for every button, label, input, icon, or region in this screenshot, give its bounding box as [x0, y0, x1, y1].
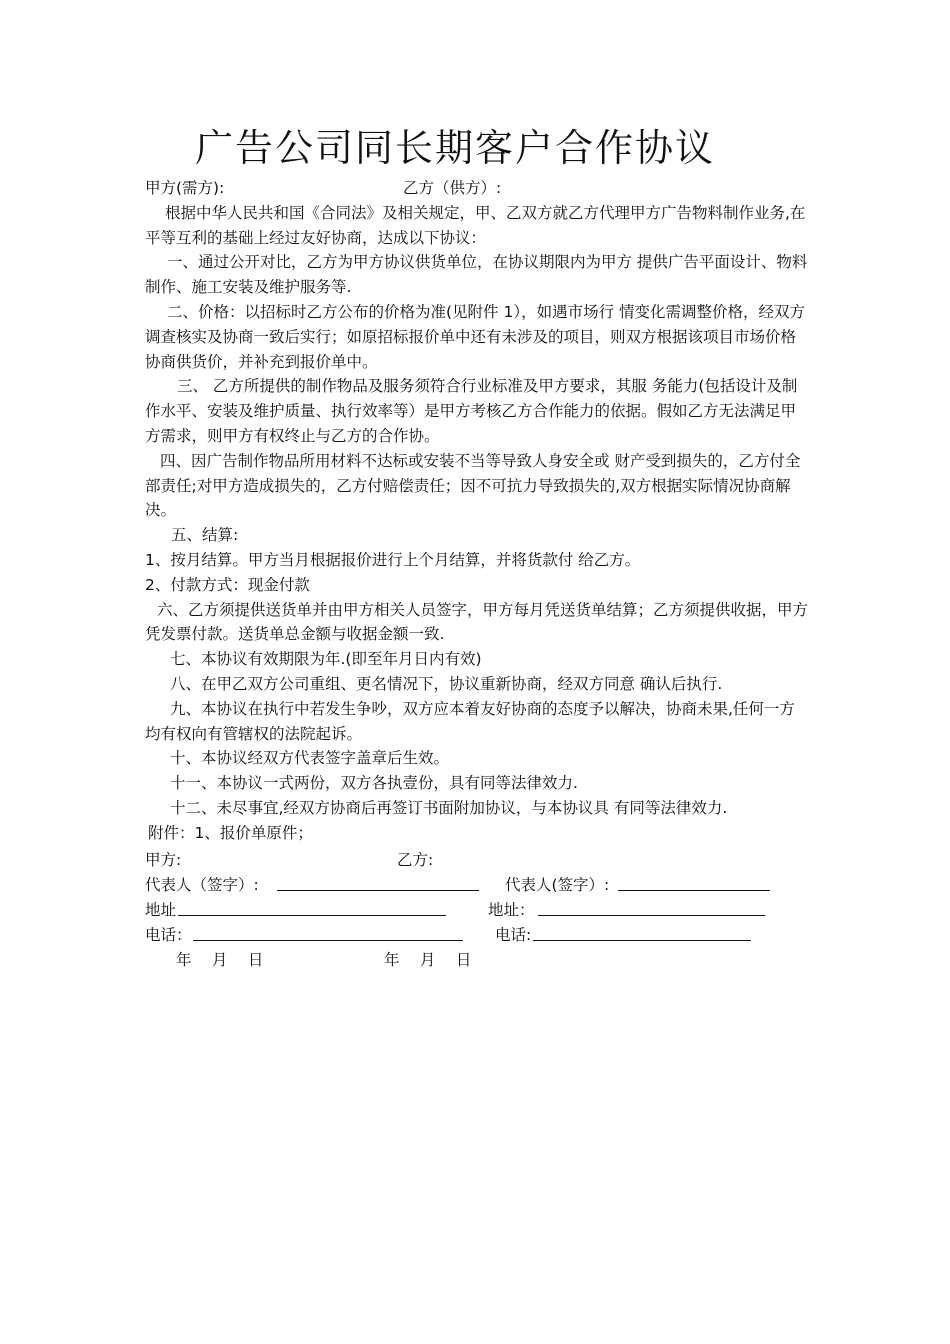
clause-5-heading: 五、结算: — [171, 526, 239, 545]
date-b: 年 月 日 — [384, 951, 472, 969]
rep-a-signature-line[interactable] — [277, 873, 479, 891]
phone-row — [145, 923, 785, 948]
address-b-label: 地址： — [488, 901, 535, 919]
clause-3: 三、 乙方所提供的制作物品及服务须符合行业标准及甲方要求，其服 务能力(包括设计及制作水平、安装及维护质量、执行效率等）是甲方考核乙方合作能力的依据。假如乙方无法满足甲方需求，则甲方有权终止与乙方的合作协。 — [145, 377, 798, 445]
sig-party-b-label: 乙方: — [397, 851, 434, 869]
clause-8: 八、在甲乙双方公司重组、更名情况下，协议重新协商，经双方同意 确认后执行. — [170, 674, 723, 693]
clause-5-item-2: 2、付款方式：现金付款 — [145, 575, 310, 594]
phone-b-line[interactable] — [533, 923, 751, 941]
address-b-line[interactable] — [538, 898, 765, 916]
rep-b-label: 代表人(签字）: — [505, 876, 610, 894]
clause-5-item-1: 1、按月结算。甲方当月根据报价进行上个月结算，并将货款付 给乙方。 — [145, 550, 641, 569]
address-a-line[interactable] — [178, 898, 446, 916]
rep-a-label: 代表人（签字）: — [145, 876, 259, 894]
clause-1: 一、通过公开对比，乙方为甲方协议供货单位，在协议期限内为甲方 提供广告平面设计、物料制作、施工安装及维护服务等. — [145, 253, 808, 297]
date-a: 年 月 日 — [176, 951, 264, 969]
signature-parties-row — [145, 848, 785, 873]
clause-6: 六、乙方须提供送货单并由甲方相关人员签字，甲方每月凭送货单结算；乙方须提供收据，甲方凭发票付款。送货单总金额与收据金额一致. — [145, 600, 809, 644]
party-b-label: 乙方（供方）: — [403, 179, 502, 197]
address-row — [145, 898, 785, 923]
party-a-label: 甲方(需方): — [145, 179, 225, 197]
clause-10: 十、本协议经双方代表签字盖章后生效。 — [170, 749, 450, 768]
parties-row — [145, 176, 810, 201]
rep-b-signature-line[interactable] — [618, 873, 770, 891]
signature-block — [145, 848, 785, 973]
agreement-body — [145, 176, 810, 846]
representative-row — [145, 873, 785, 898]
date-row — [145, 948, 785, 973]
clause-4: 四、因广告制作物品所用材料不达标或安装不当等导致人身安全或 财产受到损失的，乙方付全部责任;对甲方造成损失的，乙方付赔偿责任；因不可抗力导致损失的,双方根据实际情况协商解决。 — [145, 451, 801, 520]
clause-7: 七、本协议有效期限为年.(即至年月日内有效) — [170, 650, 482, 669]
sig-party-a-label: 甲方: — [145, 851, 182, 869]
attachment-line: 附件：1、报价单原件； — [148, 823, 313, 842]
phone-a-line[interactable] — [193, 923, 463, 941]
clause-12: 十二、未尽事宜,经双方协商后再签订书面附加协议，与本协议具 有同等法律效力. — [170, 798, 728, 817]
clause-2: 二、价格：以招标时乙方公布的价格为准(见附件 1），如遇市场行 情变化需调整价格，经双方调查核实及协商一致后实行；如原招标报价单中还有未涉及的项目，则双方根据该项目市场价格协商供货价，并补充到报价单中。 — [145, 302, 806, 371]
phone-b-label: 电话: — [495, 926, 532, 944]
phone-a-label: 电话： — [145, 926, 192, 944]
clause-9: 九、本协议在执行中若发生争吵，双方应本着友好协商的态度予以解决，协商未果,任何一方均有权向有管辖权的法院起诉。 — [145, 699, 795, 743]
address-a-label: 地址 — [145, 901, 177, 919]
preamble: 根据中华人民共和国《合同法》及相关规定，甲、乙双方就乙方代理甲方广告物料制作业务,在平等互利的基础上经过友好协商，达成以下协议： — [145, 203, 806, 247]
document-title: 广告公司同长期客户合作协议 — [194, 126, 715, 170]
clause-11: 十一、本协议一式两份，双方各执壹份，具有同等法律效力. — [170, 774, 578, 793]
